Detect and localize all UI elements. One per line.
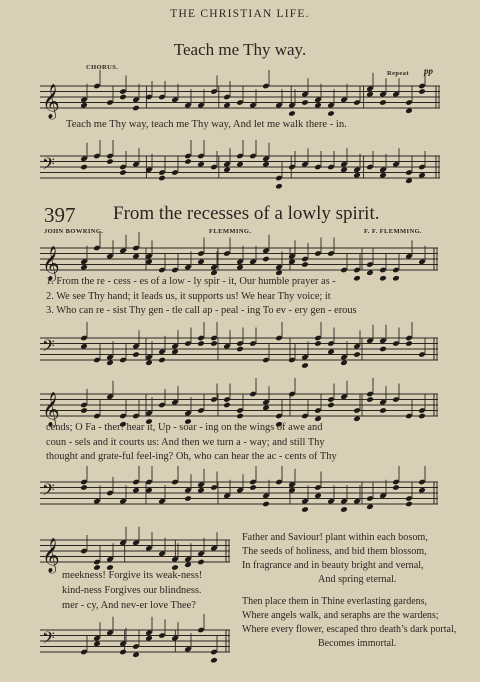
system1-verse-1: 1. From the re - cess - es of a low - ly spir - it, Our humble prayer as - <box>46 276 336 287</box>
note-head <box>353 275 361 282</box>
stanza-4-line-4: And spring eternal. <box>318 574 397 585</box>
note-head <box>379 99 387 106</box>
note-head <box>262 161 270 168</box>
note-head <box>314 340 322 347</box>
note-head <box>249 484 257 491</box>
note-head <box>223 166 231 173</box>
note-head <box>184 158 192 165</box>
note-head <box>197 161 205 168</box>
hymn-title: From the recesses of a lowly spirit. <box>113 203 380 224</box>
note-head <box>405 501 413 508</box>
note-head <box>327 402 335 409</box>
note-head <box>210 657 218 664</box>
note-head <box>145 359 153 366</box>
note-head <box>223 102 231 109</box>
note-head <box>158 357 166 364</box>
note-head <box>132 253 140 260</box>
note-head <box>210 340 218 347</box>
system3-verse-1: meekness! Forgive its weak-ness! <box>62 570 203 581</box>
note-head <box>301 99 309 106</box>
note-head <box>366 503 374 510</box>
note-head <box>301 261 309 268</box>
note-head <box>132 105 140 112</box>
note-head <box>288 110 296 117</box>
treble-clef-icon: 𝄞 <box>42 84 60 119</box>
chorus-bass-staff <box>40 148 440 186</box>
stanza-4-line-2: The seeds of holiness, and bid them blossom, <box>242 546 427 557</box>
note-head <box>314 492 322 499</box>
note-head <box>340 166 348 173</box>
system1-treble-staff <box>40 240 438 281</box>
system2-treble-staff <box>40 386 438 427</box>
system3-verse-2: kind-ness Forgives our blindness. <box>62 585 202 596</box>
note-head <box>132 651 140 658</box>
note-head <box>119 94 127 101</box>
stanza-4-line-3: In fragrance and in beauty bright and vernal, <box>242 560 424 571</box>
system2-bass-staff <box>40 474 438 512</box>
system1-bass-staff <box>40 330 438 368</box>
composer: F. F. FLEMMING. <box>364 228 423 235</box>
note-head <box>145 635 153 642</box>
system3-verse-3: mer - cy, And nev-er love Thee? <box>62 600 196 611</box>
chorus-title: Teach me Thy way. <box>173 40 307 59</box>
note-head <box>106 359 114 366</box>
chorus-label: CHORUS. <box>86 64 119 71</box>
note-head <box>80 264 88 271</box>
bass-clef-icon: 𝄢 <box>42 335 55 360</box>
note-head <box>340 506 348 513</box>
note-head <box>132 351 140 358</box>
note-head <box>366 91 374 98</box>
note-head <box>80 407 88 414</box>
bass-clef-icon: 𝄢 <box>42 627 55 652</box>
note-head <box>158 175 166 182</box>
note-head <box>80 484 88 491</box>
note-head <box>366 269 374 276</box>
note-head <box>262 501 270 508</box>
system3-bass-staff <box>40 622 230 660</box>
note-head <box>353 172 361 179</box>
system1-verse-3: 3. Who can re - sist Thy gen - tle call ap - peal - ing To ev - ery gen - erous <box>46 305 357 316</box>
note-head <box>184 561 192 568</box>
dynamic-marking: pp <box>424 66 433 76</box>
bass-clef-icon: 𝄢 <box>42 153 55 178</box>
stanza-5-line-2: Where angels walk, and seraphs are the wardens; <box>242 610 439 621</box>
stanza-5-line-3: Where every flower, escaped thro death’s dark portal, <box>242 624 457 635</box>
note-head <box>301 506 309 513</box>
running-head: THE CHRISTIAN LIFE. <box>170 8 310 20</box>
note-head <box>197 487 205 494</box>
note-head <box>392 275 400 282</box>
note-head <box>405 177 413 184</box>
note-head <box>119 169 127 176</box>
treble-clef-icon: 𝄞 <box>42 246 60 281</box>
note-head <box>197 559 205 566</box>
note-head <box>197 340 205 347</box>
note-head <box>379 346 387 353</box>
author: JOHN BOWRING. <box>44 228 104 235</box>
note-head <box>418 172 426 179</box>
note-head <box>132 487 140 494</box>
note-head <box>106 158 114 165</box>
note-head <box>379 172 387 179</box>
note-head <box>288 258 296 265</box>
note-head <box>405 340 413 347</box>
note-head <box>418 413 426 420</box>
note-head <box>327 110 335 117</box>
system2-verse-3: thought and grate-ful feel-ing? Oh, who can hear the ac - cents of Thy <box>46 451 337 462</box>
note-head <box>93 640 101 647</box>
chorus-treble-staff <box>40 78 440 119</box>
note-head <box>80 343 88 350</box>
tune-name: FLEMMING. <box>209 228 252 235</box>
note-head <box>119 649 127 656</box>
note-head <box>353 351 361 358</box>
stanza-5-line-1: Then place them in Thine everlasting gardens, <box>242 596 428 607</box>
note-head <box>366 396 374 403</box>
note-head <box>275 183 283 190</box>
note-head <box>171 348 179 355</box>
note-head <box>288 487 296 494</box>
system1-verse-2: 2. We see Thy hand; it leads us, it supports us! We hear Thy voice; it <box>46 291 331 302</box>
note-head <box>392 484 400 491</box>
stanza-4-line-1: Father and Saviour! plant within each bosom, <box>242 532 428 543</box>
note-head <box>340 359 348 366</box>
treble-clef-icon: 𝄞 <box>42 538 60 573</box>
note-head <box>236 346 244 353</box>
hymn-number: 397 <box>44 203 76 227</box>
note-head <box>379 407 387 414</box>
chorus-lyric: Teach me Thy way, teach me Thy way, And let me walk there - in. <box>66 119 347 130</box>
note-head <box>262 256 270 263</box>
note-head <box>418 88 426 95</box>
note-head <box>236 264 244 271</box>
stanza-5-line-4: Becomes immortal. <box>318 638 397 649</box>
system3-treble-staff <box>40 532 230 573</box>
note-head <box>236 413 244 420</box>
note-head <box>262 404 270 411</box>
note-head <box>314 102 322 109</box>
note-head <box>327 348 335 355</box>
note-head <box>405 107 413 114</box>
note-head <box>379 275 387 282</box>
system2-verse-2: coun - sels and it courts us: And then we turn a - way; and still Thy <box>46 437 325 448</box>
note-head <box>223 402 231 409</box>
repeat-label: Repeat <box>387 70 409 77</box>
note-head <box>80 164 88 171</box>
note-head <box>80 102 88 109</box>
note-head <box>184 495 192 502</box>
note-head <box>236 161 244 168</box>
bass-clef-icon: 𝄢 <box>42 479 55 504</box>
note-head <box>353 415 361 422</box>
note-head <box>197 258 205 265</box>
system2-verse-1: cends; O Fa - ther! hear it, Up - soar - ing on the wings of awe and <box>46 422 323 433</box>
treble-clef-icon: 𝄞 <box>42 392 60 427</box>
note-head <box>418 487 426 494</box>
note-head <box>301 362 309 369</box>
